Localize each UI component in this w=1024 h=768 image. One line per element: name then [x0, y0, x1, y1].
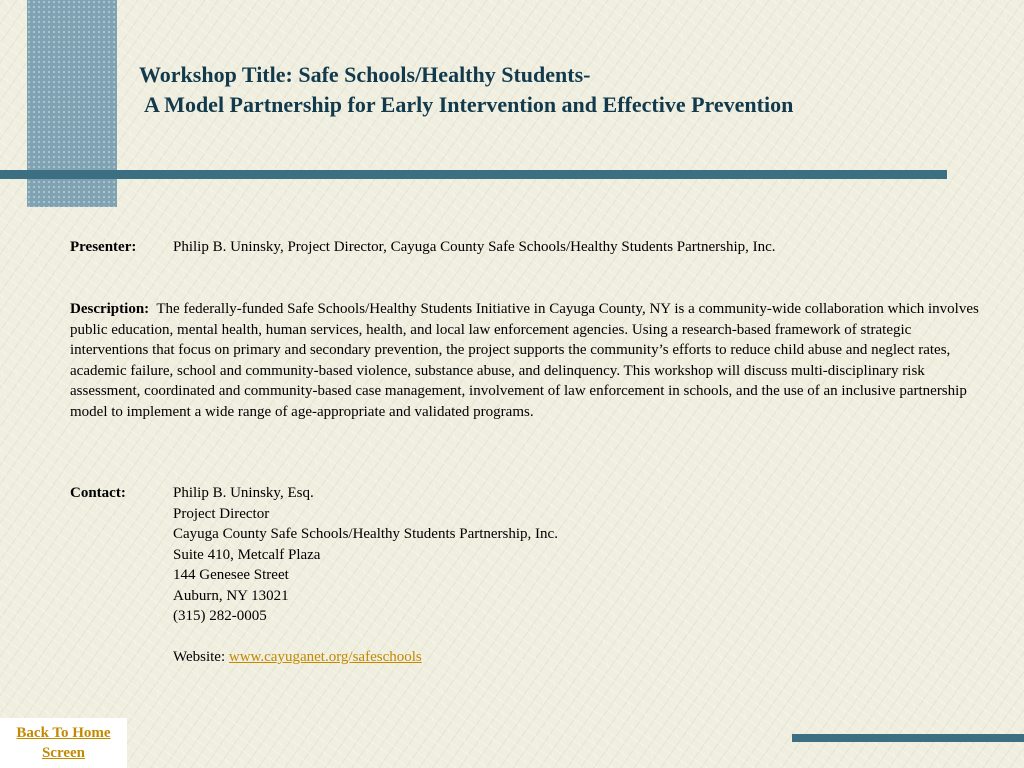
contact-organization: Cayuga County Safe Schools/Healthy Students Partnership, Inc.: [173, 526, 558, 542]
contact-label: Contact:: [70, 485, 126, 501]
back-to-home-link[interactable]: [16, 725, 110, 761]
page-title: [139, 60, 793, 120]
header-divider-bar: [0, 170, 947, 179]
title-line-2: A Model Partnership for Early Intervention and Effective Prevention: [144, 92, 794, 117]
footer-accent-bar: [792, 734, 1024, 742]
website-line: [173, 647, 558, 668]
description-section: [70, 299, 980, 422]
contact-phone: (315) 282-0005: [173, 608, 267, 624]
website-label: Website:: [173, 649, 226, 665]
home-link-line-2: Screen: [41, 745, 86, 761]
contact-role: Project Director: [173, 505, 270, 522]
contact-name: Philip B. Uninsky, Esq.: [173, 485, 314, 501]
presenter-section: [70, 237, 776, 258]
contact-street: 144 Genesee Street: [173, 567, 289, 583]
title-line-1: Workshop Title: Safe Schools/Healthy Students-: [139, 62, 591, 87]
back-to-home-box: [0, 718, 127, 768]
website-link[interactable]: www.cayuganet.org/safeschools: [228, 649, 422, 665]
home-link-line-1: Back To Home: [16, 725, 111, 741]
presenter-label: Presenter:: [70, 239, 137, 255]
contact-city: Auburn, NY 13021: [173, 587, 289, 604]
description-text: The federally-funded Safe Schools/Healthy Students Initiative in Cayuga County, NY is a community-wide collaboration which involves public education, mental health, human services, health, and local law enforcement agencies. Using a research-based framework of strategic interventions that focus on primary and secondary prevention, the project supports the community’s efforts to reduce child abuse and neglect rates, academic failure, school and community-based violence, substance abuse, and delinquency. This workshop will discuss multi-disciplinary risk assessment, coordinated and community-based case management, involvement of law enforcement in schools, and the use of an inclusive partnership model to implement a wide range of age-appropriate and validated programs.: [70, 301, 979, 420]
presenter-text: Philip B. Uninsky, Project Director, Cayuga County Safe Schools/Healthy Students Partnership, Inc.: [173, 239, 776, 255]
contact-lines: [173, 483, 558, 668]
description-label: Description:: [70, 301, 150, 317]
contact-suite: Suite 410, Metcalf Plaza: [173, 546, 321, 563]
